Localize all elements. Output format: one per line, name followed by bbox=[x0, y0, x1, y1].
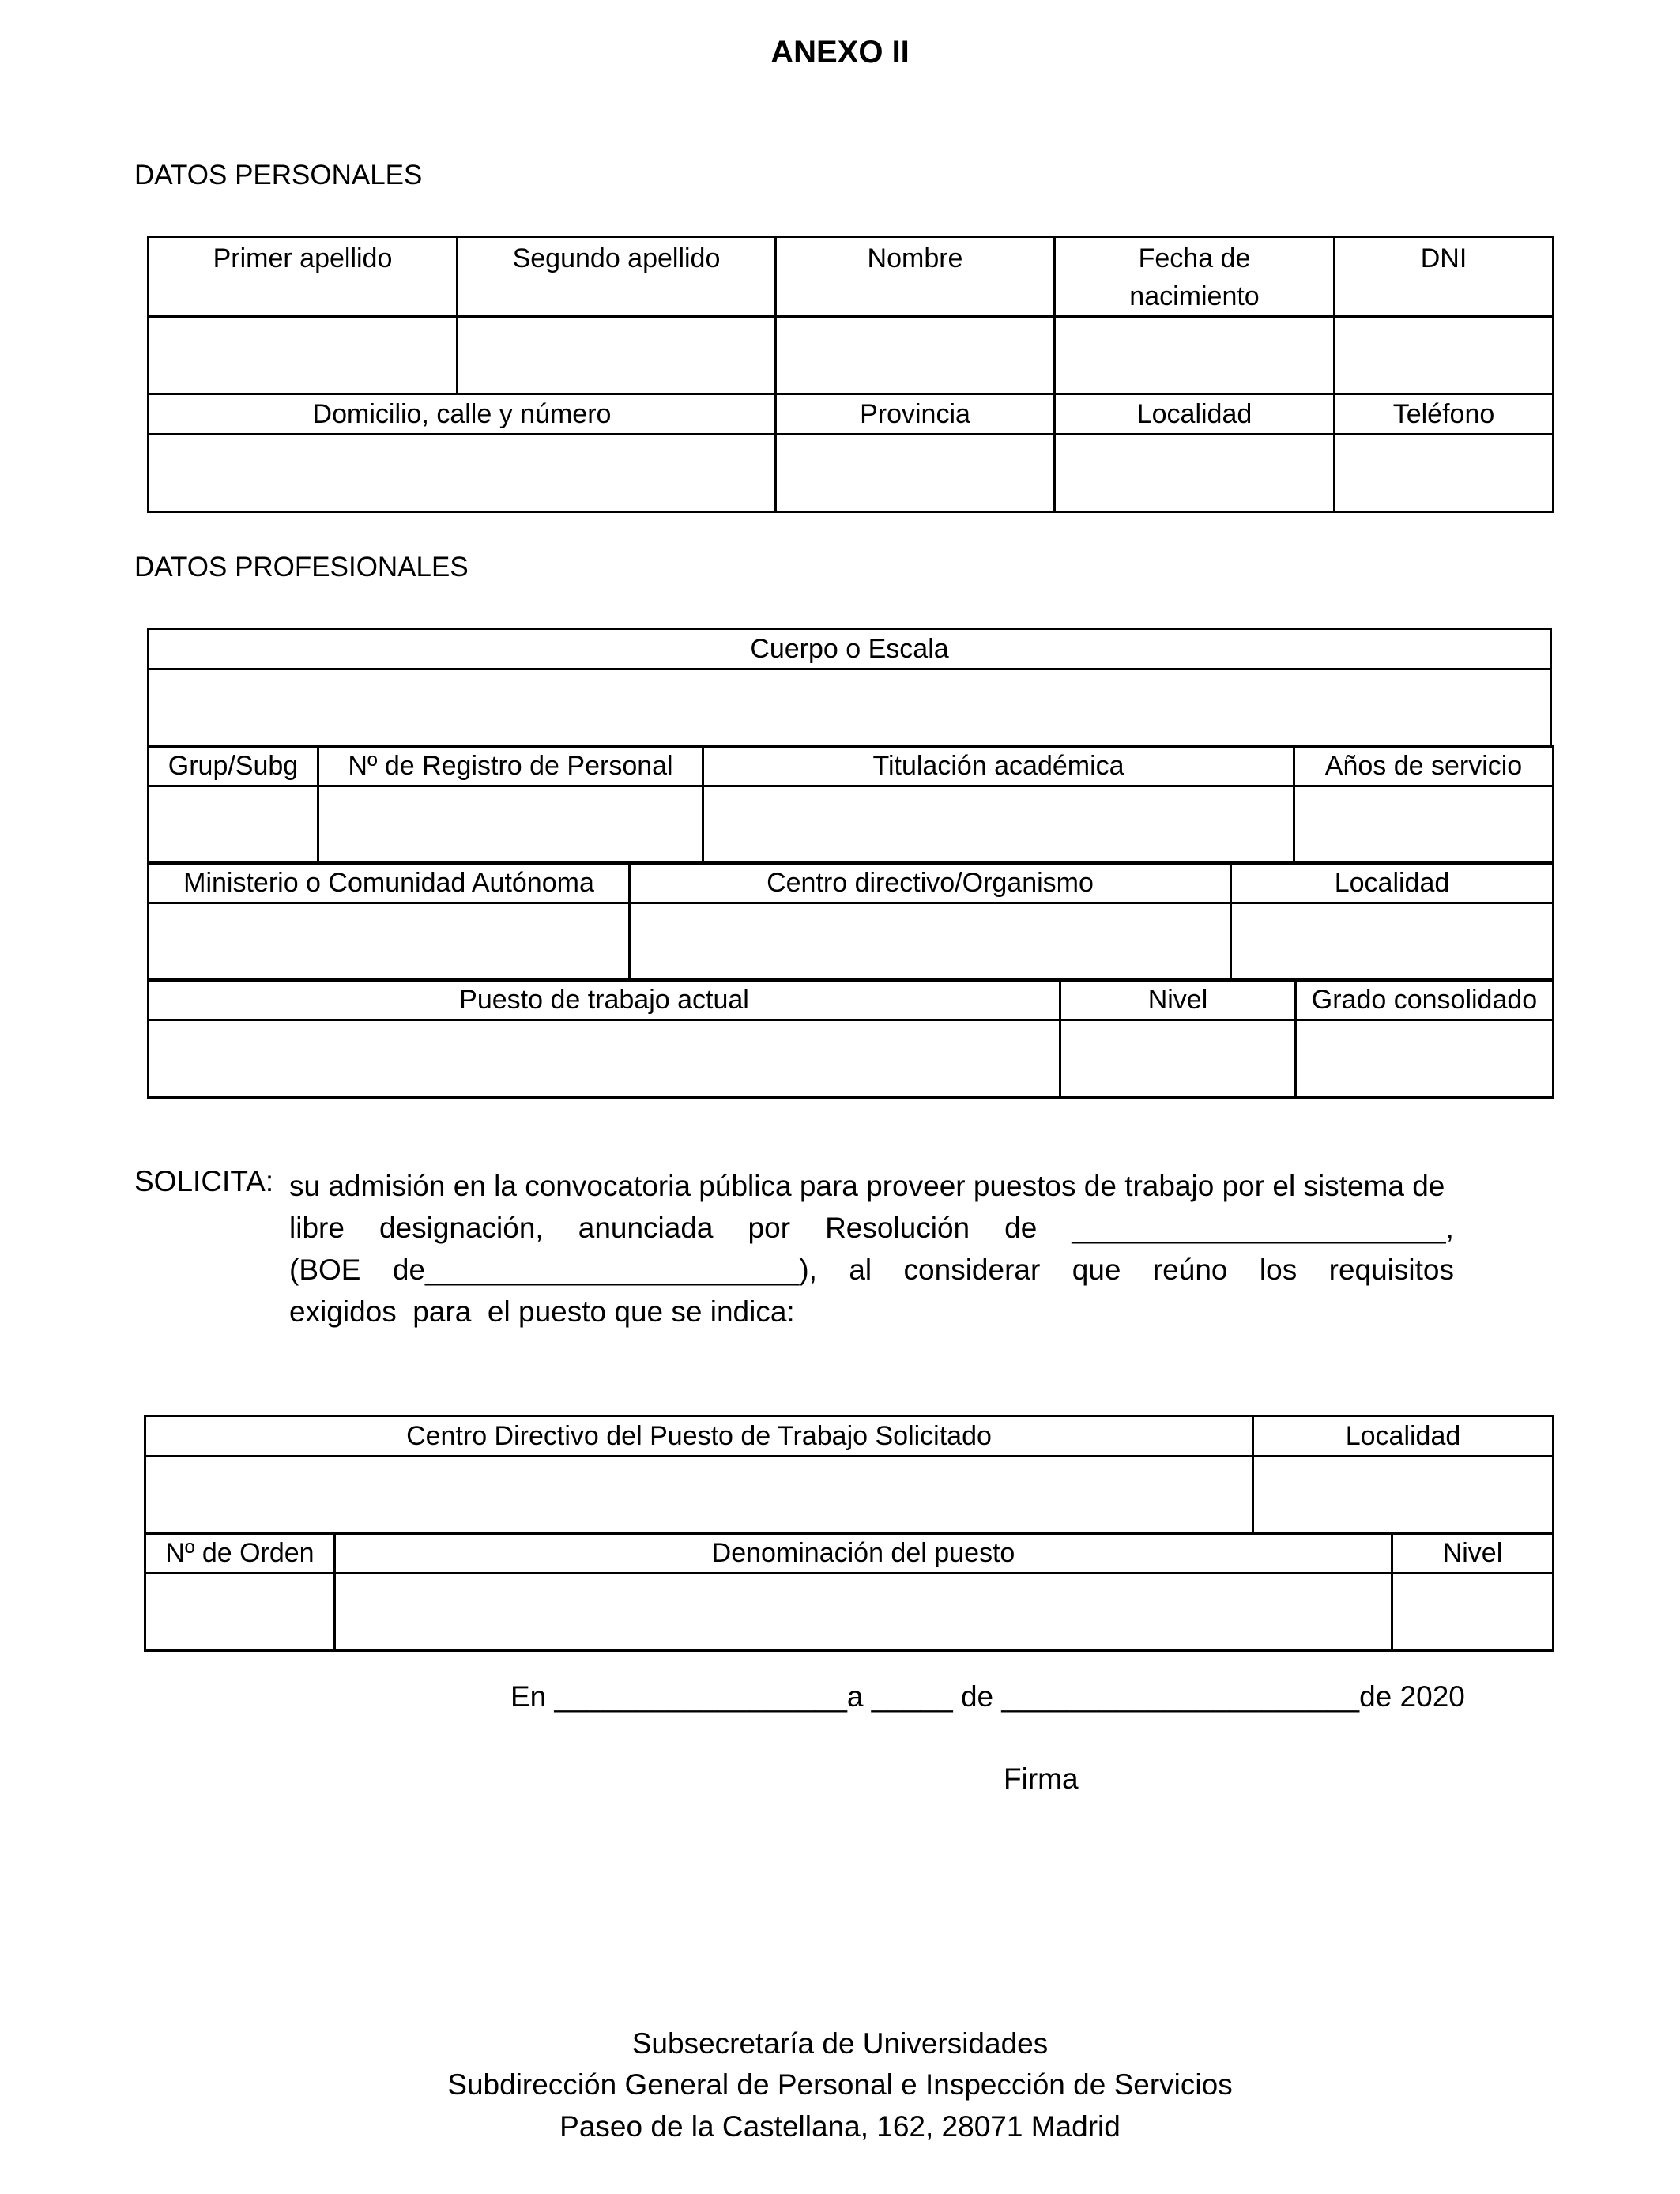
cuerpo-escala-field[interactable] bbox=[149, 669, 1551, 747]
primer-apellido-field[interactable] bbox=[149, 317, 458, 394]
telefono-field[interactable] bbox=[1335, 435, 1554, 512]
localidad-prof-label: Localidad bbox=[1231, 863, 1554, 903]
solicita-word: anunciada bbox=[578, 1212, 714, 1244]
nombre-field[interactable] bbox=[776, 317, 1055, 394]
solicita-word: libre bbox=[289, 1212, 345, 1244]
grado-consolidado-label: Grado consolidado bbox=[1296, 980, 1554, 1020]
personal-data-table bbox=[147, 236, 1554, 513]
professional-cuerpo-table bbox=[147, 628, 1552, 748]
centro-directivo-field[interactable] bbox=[630, 903, 1231, 981]
professional-grupo-table bbox=[147, 745, 1554, 865]
resolucion-blank[interactable]: _______________________, bbox=[1072, 1212, 1454, 1244]
dni-label: DNI bbox=[1335, 237, 1554, 317]
provincia-label: Provincia bbox=[776, 394, 1055, 435]
professional-puesto-table bbox=[147, 978, 1554, 1099]
localidad-prof-field[interactable] bbox=[1231, 903, 1554, 981]
solicita-line-3 bbox=[289, 1249, 1454, 1291]
grup-subg-label: Grup/Subg bbox=[149, 746, 318, 786]
localidad-field[interactable] bbox=[1055, 435, 1335, 512]
professional-ministerio-table bbox=[147, 861, 1554, 982]
solicita-word: por bbox=[748, 1212, 791, 1244]
nivel-label: Nivel bbox=[1060, 980, 1296, 1020]
localidad-label: Localidad bbox=[1055, 394, 1335, 435]
puesto-orden-table bbox=[144, 1532, 1554, 1652]
solicita-text bbox=[289, 1165, 1454, 1333]
titulacion-label: Titulación académica bbox=[703, 746, 1294, 786]
ministerio-label: Ministerio o Comunidad Autónoma bbox=[149, 863, 630, 903]
domicilio-label: Domicilio, calle y número bbox=[149, 394, 776, 435]
registro-personal-label: Nº de Registro de Personal bbox=[318, 746, 703, 786]
signature-label: Firma bbox=[1004, 1762, 1079, 1795]
solicita-word: considerar bbox=[903, 1253, 1041, 1286]
solicita-word: los bbox=[1259, 1253, 1298, 1286]
personal-section-heading: DATOS PERSONALES bbox=[134, 160, 423, 190]
registro-personal-field[interactable] bbox=[318, 786, 703, 864]
date-place-line[interactable]: En __________________a _____ de ______________________de 2020 bbox=[510, 1680, 1465, 1713]
footer-line-3: Paseo de la Castellana, 162, 28071 Madrid bbox=[559, 2110, 1121, 2143]
fecha-nacimiento-label: Fecha de nacimiento bbox=[1055, 237, 1335, 317]
localidad-puesto-label: Localidad bbox=[1253, 1416, 1554, 1457]
puesto-actual-label: Puesto de trabajo actual bbox=[149, 980, 1060, 1020]
solicita-word: que bbox=[1072, 1253, 1121, 1286]
nivel-puesto-field[interactable] bbox=[1392, 1574, 1554, 1651]
primer-apellido-label: Primer apellido bbox=[149, 237, 458, 317]
centro-puesto-field[interactable] bbox=[145, 1457, 1253, 1534]
cuerpo-escala-label: Cuerpo o Escala bbox=[149, 629, 1551, 669]
puesto-centro-table bbox=[144, 1415, 1554, 1535]
solicita-word: Resolución bbox=[825, 1212, 970, 1244]
titulacion-field[interactable] bbox=[703, 786, 1294, 864]
solicita-label: SOLICITA: bbox=[134, 1165, 274, 1197]
centro-puesto-label: Centro Directivo del Puesto de Trabajo Solicitado bbox=[145, 1416, 1253, 1457]
solicita-line-2 bbox=[289, 1207, 1454, 1249]
page-title: ANEXO II bbox=[770, 35, 910, 70]
grado-consolidado-field[interactable] bbox=[1296, 1020, 1554, 1098]
segundo-apellido-field[interactable] bbox=[458, 317, 776, 394]
solicita-word: (BOE bbox=[289, 1253, 361, 1286]
solicita-word: de bbox=[1004, 1212, 1038, 1244]
denominacion-puesto-field[interactable] bbox=[335, 1574, 1392, 1651]
fecha-nacimiento-field[interactable] bbox=[1055, 317, 1335, 394]
numero-orden-label: Nº de Orden bbox=[145, 1533, 335, 1574]
denominacion-puesto-label: Denominación del puesto bbox=[335, 1533, 1392, 1574]
ministerio-field[interactable] bbox=[149, 903, 630, 981]
nombre-label: Nombre bbox=[776, 237, 1055, 317]
solicita-word: al bbox=[849, 1253, 872, 1286]
segundo-apellido-label: Segundo apellido bbox=[458, 237, 776, 317]
grup-subg-field[interactable] bbox=[149, 786, 318, 864]
dni-field[interactable] bbox=[1335, 317, 1554, 394]
solicita-word: designación, bbox=[379, 1212, 544, 1244]
solicita-word: requisitos bbox=[1328, 1253, 1454, 1286]
footer-line-2: Subdirección General de Personal e Inspección de Servicios bbox=[447, 2068, 1233, 2101]
telefono-label: Teléfono bbox=[1335, 394, 1554, 435]
solicita-line-4: exigidos para el puesto que se indica: bbox=[289, 1295, 795, 1328]
localidad-puesto-field[interactable] bbox=[1253, 1457, 1554, 1534]
solicita-word: reúno bbox=[1152, 1253, 1228, 1286]
nivel-field[interactable] bbox=[1060, 1020, 1296, 1098]
anos-servicio-field[interactable] bbox=[1294, 786, 1554, 864]
centro-directivo-label: Centro directivo/Organismo bbox=[630, 863, 1231, 903]
puesto-actual-field[interactable] bbox=[149, 1020, 1060, 1098]
boe-blank[interactable]: de_______________________), bbox=[392, 1253, 817, 1286]
professional-section-heading: DATOS PROFESIONALES bbox=[134, 552, 469, 582]
anos-servicio-label: Años de servicio bbox=[1294, 746, 1554, 786]
solicita-line-1: su admisión en la convocatoria pública para proveer puestos de trabajo por el sistema de bbox=[289, 1170, 1445, 1202]
footer-line-1: Subsecretaría de Universidades bbox=[631, 2027, 1049, 2060]
numero-orden-field[interactable] bbox=[145, 1574, 335, 1651]
provincia-field[interactable] bbox=[776, 435, 1055, 512]
domicilio-field[interactable] bbox=[149, 435, 776, 512]
nivel-puesto-label: Nivel bbox=[1392, 1533, 1554, 1574]
